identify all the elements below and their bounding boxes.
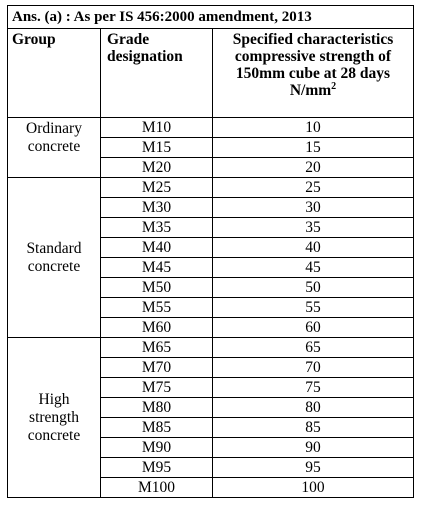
strength-cell: 25 [213,178,414,198]
grade-cell: M15 [101,138,213,158]
header-strength-label: Specified characteristics compressive strength of 150mm cube at 28 days N/mm [232,31,394,99]
strength-cell: 55 [213,298,414,318]
answer-title: Ans. (a) : As per IS 456:2000 amendment, 2013 [8,6,414,29]
strength-cell: 45 [213,258,414,278]
grade-cell: M10 [101,118,213,138]
grade-cell: M60 [101,318,213,338]
group-cell [8,118,101,178]
answer-table-container [7,5,413,498]
grade-cell: M40 [101,238,213,258]
header-grade [101,29,213,118]
header-strength [213,29,414,118]
title-row [8,6,414,29]
header-strength-superscript: 2 [331,80,337,92]
strength-cell: 95 [213,458,414,478]
grade-cell: M90 [101,438,213,458]
grade-cell: M25 [101,178,213,198]
grade-cell: M35 [101,218,213,238]
strength-cell: 100 [213,478,414,498]
strength-cell: 75 [213,378,414,398]
table-row [8,338,414,358]
grade-cell: M80 [101,398,213,418]
strength-cell: 80 [213,398,414,418]
strength-cell: 35 [213,218,414,238]
grade-cell: M55 [101,298,213,318]
strength-cell: 20 [213,158,414,178]
grade-cell: M50 [101,278,213,298]
group-label: High strength concrete [27,390,81,444]
grade-cell: M100 [101,478,213,498]
strength-cell: 85 [213,418,414,438]
grade-cell: M45 [101,258,213,278]
header-group-label: Group [12,31,56,48]
table-body [8,118,414,498]
grade-cell: M85 [101,418,213,438]
group-label: Standard concrete [26,239,82,275]
group-label: Ordinary concrete [26,120,82,155]
header-group [8,29,101,118]
table-row [8,178,414,198]
concrete-grade-table [7,5,414,498]
header-row [8,29,414,118]
grade-cell: M65 [101,338,213,358]
strength-cell: 10 [213,118,414,138]
strength-cell: 30 [213,198,414,218]
grade-cell: M75 [101,378,213,398]
strength-cell: 65 [213,338,414,358]
strength-cell: 15 [213,138,414,158]
grade-cell: M30 [101,198,213,218]
grade-cell: M20 [101,158,213,178]
strength-cell: 60 [213,318,414,338]
strength-cell: 90 [213,438,414,458]
header-grade-label: Grade designation [107,31,183,65]
table-row [8,118,414,138]
grade-cell: M95 [101,458,213,478]
group-cell [8,338,101,498]
strength-cell: 50 [213,278,414,298]
strength-cell: 40 [213,238,414,258]
group-cell [8,178,101,338]
grade-cell: M70 [101,358,213,378]
strength-cell: 70 [213,358,414,378]
